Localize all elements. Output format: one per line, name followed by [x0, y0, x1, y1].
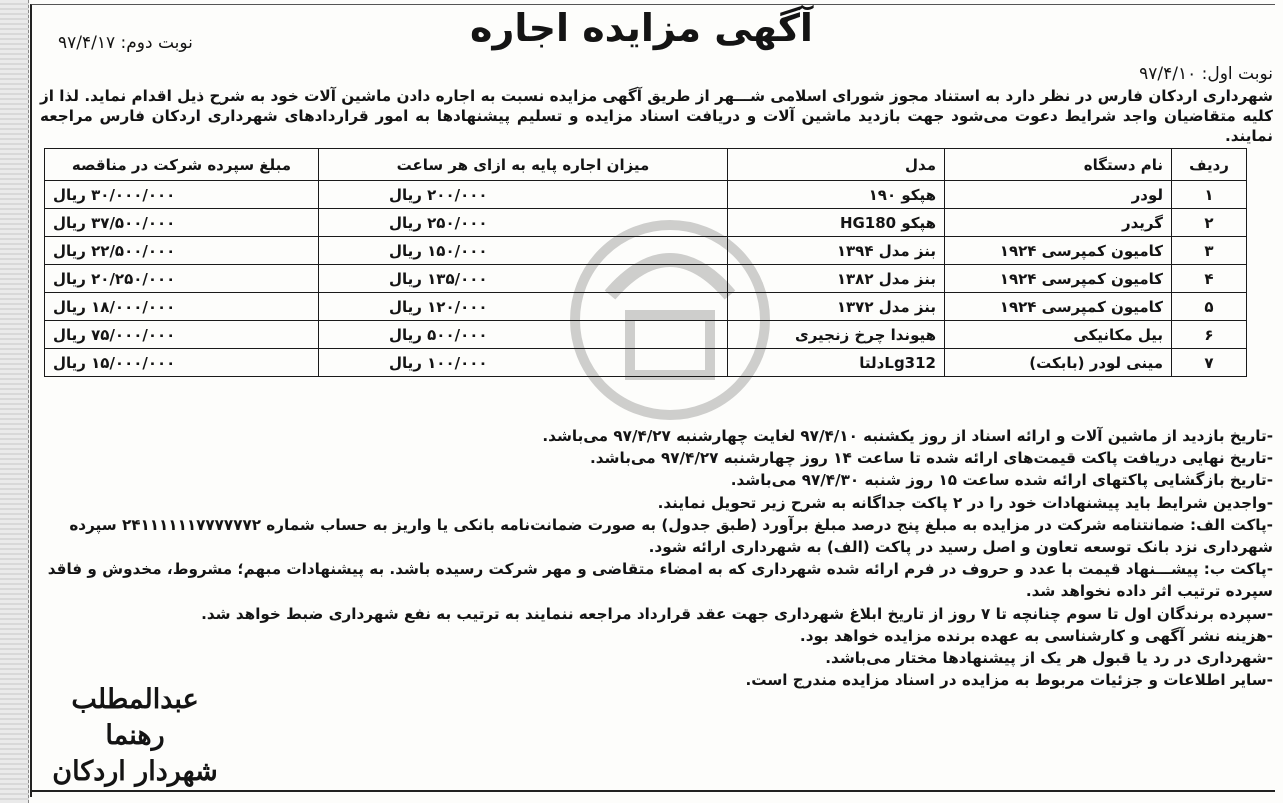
adjacent-column-edge [0, 0, 29, 803]
cell-row-number: ۳ [1172, 237, 1247, 265]
cell-device-name: کامیون کمپرسی ۱۹۲۴ [945, 265, 1172, 293]
cell-row-number: ۱ [1172, 181, 1247, 209]
cell-deposit: ۷۵/۰۰۰/۰۰۰ ریال [45, 321, 319, 349]
table-row [45, 209, 1247, 237]
header-device-name: نام دستگاه [945, 149, 1172, 181]
header-hourly-rent: میزان اجاره پایه به ازای هر ساعت [319, 149, 728, 181]
condition-item: -شهرداری در رد یا قبول هر یک از پیشنهادها مختار می‌باشد. [825, 649, 1273, 668]
cell-model: هپکو HG180 [728, 209, 945, 237]
condition-item: -تاریخ بازدید از ماشین آلات و ارائه اسناد از روز یکشنبه ۹۷/۴/۱۰ لغایت چهارشنبه ۹۷/۴/۲۷ می‌باشد. [542, 427, 1273, 445]
cell-row-number: ۷ [1172, 349, 1247, 377]
mayor-title: شهردار اردکان [52, 756, 218, 787]
header-deposit: مبلغ سپرده شرکت در مناقصه [45, 149, 319, 181]
cell-model: بنز مدل ۱۳۷۲ [728, 293, 945, 321]
cell-deposit: ۱۸/۰۰۰/۰۰۰ ریال [45, 293, 319, 321]
cell-hourly-rent: ۱۳۵/۰۰۰ ریال [319, 265, 728, 293]
cell-device-name: بیل مکانیکی [945, 321, 1172, 349]
header-row-number: ردیف [1172, 149, 1247, 181]
intro-paragraph: شهرداری اردکان فارس در نظر دارد به استناد مجوز شورای اسلامی شـــهر از طریق آگهی مزایده نسبت به اجاره دادن ماشین آلات خود به شرح ذیل اقدام نماید. لذا از کلیه متقاضیان واجد شرایط دعوت می‌شود جهت بازدید ماشین آلات و دریافت اسناد مزایده و تسلیم پیشنهادها به امور قراردادهای شهرداری اردکان فارس مراجعه نمایند. [40, 87, 1273, 145]
cell-device-name: گریدر [945, 209, 1172, 237]
table-row [45, 321, 1247, 349]
cell-row-number: ۶ [1172, 321, 1247, 349]
cell-device-name: کامیون کمپرسی ۱۹۲۴ [945, 293, 1172, 321]
cell-hourly-rent: ۲۰۰/۰۰۰ ریال [319, 181, 728, 209]
condition-item: -سپرده برندگان اول تا سوم چنانچه تا ۷ روز از تاریخ ابلاغ شهرداری جهت عقد قرارداد مراجعه ننمایند به ترتیب به نفع شهرداری ضبط خواهد شد. [201, 604, 1273, 623]
condition-item: -پاکت ب: پیشـــنهاد قیمت با عدد و حروف در فرم ارائه شده شهرداری که به امضاء متقاضی و مهر شرکت رسیده باشد. به پیشنهادات مبهم؛ مشروط، مخدوش و فاقد سپرده ترتیب اثر داده نخواهد شد. [47, 560, 1273, 601]
cell-deposit: ۲۲/۵۰۰/۰۰۰ ریال [45, 237, 319, 265]
conditions-list [40, 425, 1273, 691]
condition-item: -سایر اطلاعات و جزئیات مربوط به مزایده در اسناد مزایده مندرج است. [745, 671, 1273, 690]
condition-item: -تاریخ نهایی دریافت پاکت قیمت‌های ارائه شده تا ساعت ۱۴ روز چهارشنبه ۹۷/۴/۲۷ می‌باشد. [590, 449, 1273, 468]
cell-hourly-rent: ۱۰۰/۰۰۰ ریال [319, 349, 728, 377]
condition-item: -هزینه نشر آگهی و کارشناسی به عهده برنده مزایده خواهد بود. [799, 626, 1273, 645]
cell-row-number: ۵ [1172, 293, 1247, 321]
cell-device-name: لودر [945, 181, 1172, 209]
table-row [45, 293, 1247, 321]
cell-hourly-rent: ۱۲۰/۰۰۰ ریال [319, 293, 728, 321]
notice-title: آگهی مزایده اجاره [470, 6, 813, 50]
cell-deposit: ۲۰/۲۵۰/۰۰۰ ریال [45, 265, 319, 293]
mayor-name: عبدالمطلب رهنما [71, 684, 199, 751]
equipment-table [44, 148, 1247, 377]
first-publication-date: نوبت اول: ۹۷/۴/۱۰ [1139, 64, 1273, 84]
cell-model: Lg312دلتا [728, 349, 945, 377]
table-row [45, 265, 1247, 293]
table-row [45, 237, 1247, 265]
cell-deposit: ۳۰/۰۰۰/۰۰۰ ریال [45, 181, 319, 209]
cell-device-name: کامیون کمپرسی ۱۹۲۴ [945, 237, 1172, 265]
cell-model: هیوندا چرخ زنجیری [728, 321, 945, 349]
second-publication-date: نوبت دوم: ۹۷/۴/۱۷ [58, 33, 193, 53]
table-row [45, 181, 1247, 209]
cell-row-number: ۴ [1172, 265, 1247, 293]
cell-model: بنز مدل ۱۳۹۴ [728, 237, 945, 265]
condition-item: -پاکت الف: ضمانتنامه شرکت در مزایده به مبلغ پنج درصد مبلغ برآورد (طبق جدول) به صورت ضمانت‌نامه بانکی یا واریز به حساب شماره ۲۴۱۱۱۱۱۱۷۷۷۷۷۷۲ سپرده شهرداری نزد بانک توسعه تعاون و اصل رسید در پاکت (الف) به شهرداری ارائه شود. [69, 515, 1273, 557]
cell-hourly-rent: ۱۵۰/۰۰۰ ریال [319, 237, 728, 265]
cell-model: هپکو ۱۹۰ [728, 181, 945, 209]
cell-hourly-rent: ۵۰۰/۰۰۰ ریال [319, 321, 728, 349]
condition-item: -تاریخ بازگشایی پاکتهای ارائه شده ساعت ۱۵ روز شنبه ۹۷/۴/۳۰ می‌باشد. [730, 471, 1273, 490]
cell-deposit: ۱۵/۰۰۰/۰۰۰ ریال [45, 349, 319, 377]
header-model: مدل [728, 149, 945, 181]
table-header-row [45, 149, 1247, 181]
table-row [45, 349, 1247, 377]
cell-model: بنز مدل ۱۳۸۲ [728, 265, 945, 293]
condition-item: -واجدین شرایط باید پیشنهادات خود را در ۲ پاکت جداگانه به شرح زیر تحویل نمایند. [657, 493, 1273, 512]
bottom-divider [30, 790, 1275, 792]
cell-device-name: مینی لودر (بابکت) [945, 349, 1172, 377]
signature-block [40, 682, 230, 790]
cell-row-number: ۲ [1172, 209, 1247, 237]
cell-hourly-rent: ۲۵۰/۰۰۰ ریال [319, 209, 728, 237]
cell-deposit: ۳۷/۵۰۰/۰۰۰ ریال [45, 209, 319, 237]
